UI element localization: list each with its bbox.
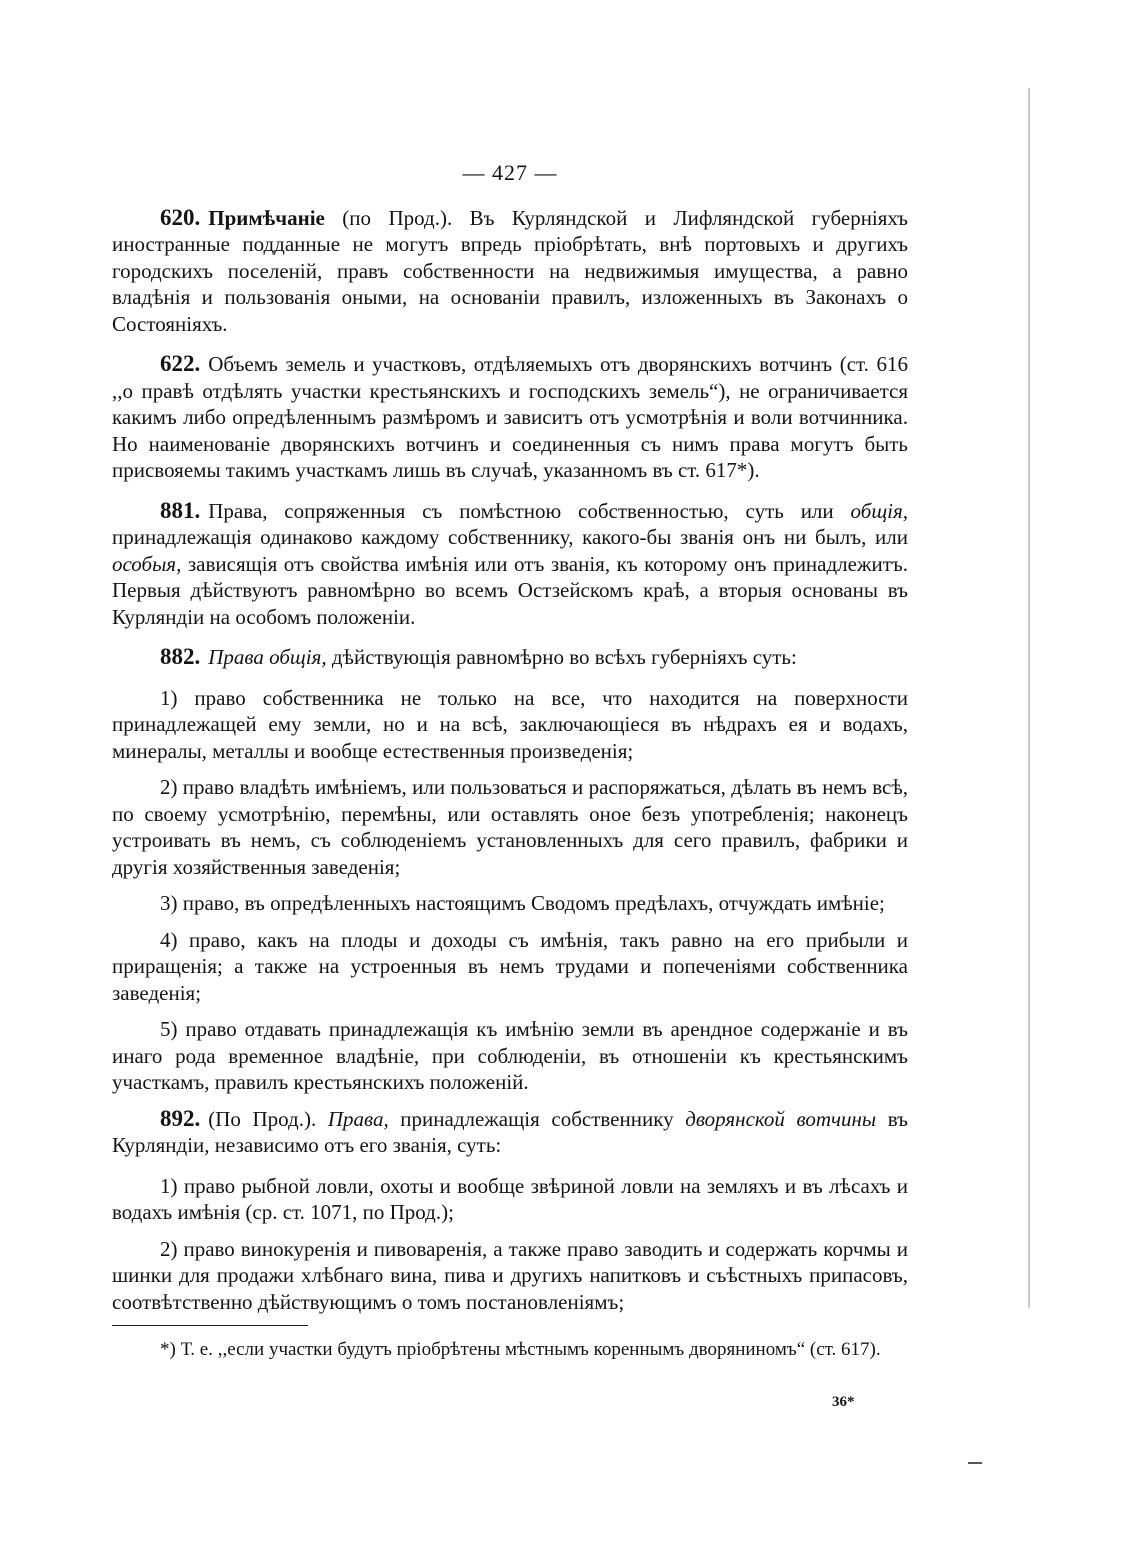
footnote: *) Т. е. ,,если участки будутъ пріобрѣтены мѣстнымъ кореннымъ дворяниномъ“ (ст. 617).: [160, 1339, 881, 1360]
footnote-rule: [112, 1325, 308, 1326]
article-620: [112, 205, 908, 338]
article-881: [112, 498, 908, 631]
list-item: 3) право, въ опредѣленныхъ настоящимъ Сводомъ предѣлахъ, отчуждать имѣніе;: [160, 891, 885, 915]
document-page: [112, 160, 908, 1362]
list-item: 1) право рыбной ловли, охоты и вообще звѣриной ловли на земляхъ и въ лѣсахъ и водахъ имѣнія (ср. ст. 1071, по Прод.);: [112, 1173, 908, 1224]
page-edge-line: [1028, 88, 1030, 1308]
note-label: Примѣчаніе: [208, 205, 325, 230]
list-item: 2) право владѣть имѣніемъ, или пользоваться и распоряжаться, дѣлать въ немъ всѣ, по своему усмотрѣнію, перемѣны, или оставлять оное безъ употребленія; наконецъ устроивать въ немъ, съ соблюденіемъ установленныхъ для сего правилъ, фабрики и другія хозяйственныя заведенія;: [112, 775, 908, 879]
italic-term: Права общія,: [208, 645, 327, 669]
article-number: 620.: [160, 204, 201, 230]
italic-term: Права,: [327, 1106, 389, 1131]
page-edge-mark: [968, 1462, 982, 1464]
list-item: 1) право собственника не только на все, что находится на поверхности принадлежащей ему земли, но и на всѣ, заключающіеся въ нѣдрахъ ея и водахъ, минералы, металлы и вообще естественныя произведенія;: [112, 685, 908, 763]
article-892: [112, 1106, 908, 1159]
article-number: 882.: [160, 644, 201, 669]
list-item: 4) право, какъ на плоды и доходы съ имѣнія, такъ равно на его прибыли и приращенія; а также на устроенныя въ немъ трудами и попеченіями собственника заведенія;: [112, 927, 908, 1005]
list-item: 5) право отдавать принадлежащія къ имѣнію земли въ арендное содержаніе и въ инаго рода временное владѣніе, при соблюденіи, въ отношеніи къ крестьянскимъ участкамъ, правилъ крестьянскихъ положеній.: [112, 1017, 908, 1094]
article-622: [112, 351, 908, 484]
italic-term: особыя,: [112, 551, 182, 576]
article-text: (По Прод.).: [208, 1106, 317, 1131]
article-882: [112, 644, 908, 671]
article-number: 622.: [160, 351, 201, 376]
article-text: въ Курляндіи, независимо отъ его званія, суть:: [112, 1106, 908, 1157]
list-item: 2) право винокуренія и пивоваренія, а также право заводить и содержать корчмы и шинки для продажи хлѣбнаго вина, пива и другихъ напитковъ и съѣстныхъ припасовъ, соотвѣтственно дѣйствующимъ о томъ постановленіямъ;: [112, 1236, 908, 1314]
italic-term: дворянской вотчины: [685, 1106, 877, 1131]
article-text: принадлежащія собственнику: [400, 1106, 674, 1131]
article-text: дѣйствующія равномѣрно во всѣхъ губерніяхъ суть:: [331, 645, 797, 669]
page-number: — 427 —: [462, 160, 558, 185]
article-text: принадлежащія одинаково каждому собственнику, какого-бы званія онъ ни былъ, или: [112, 525, 908, 549]
italic-term: общія,: [850, 498, 909, 523]
article-text: Права, сопряженныя съ помѣстною собственностью, суть или: [208, 498, 834, 523]
article-text: Объемъ земель и участковъ, отдѣляемыхъ отъ дворянскихъ вотчинъ (ст. 616 ,,о правѣ отдѣлять участки крестьянскихъ и господскихъ земель“), не ограничивается какимъ либо опредѣленнымъ размѣромъ и зависитъ отъ усмотрѣнія и воли вотчинника. Но наименованіе дворянскихъ вотчинъ и соединенныя съ нимъ права могутъ быть присвояемы такимъ участкамъ лишь въ случаѣ, указанномъ въ ст. 617*).: [112, 352, 908, 482]
article-number: 881.: [160, 497, 201, 523]
signature-mark: 36*: [832, 1394, 855, 1410]
article-number: 892.: [160, 1105, 201, 1131]
article-text: (по Прод.). Въ Курляндской и Лифляндской губерніяхъ иностранные подданные не могутъ впредь пріобрѣтать, внѣ портовыхъ и другихъ городскихъ поселеній, правъ собственности на недвижимыя имущества, а равно владѣнія и пользованія оными, на основаніи правилъ, изложенныхъ въ Законахъ о Состояніяхъ.: [112, 205, 908, 336]
article-text: зависящія отъ свойства имѣнія или отъ званія, къ которому онъ принадлежитъ. Первыя дѣйствуютъ равномѣрно во всемъ Остзейскомъ краѣ, а вторыя основаны въ Курляндіи на особомъ положеніи.: [112, 551, 909, 629]
